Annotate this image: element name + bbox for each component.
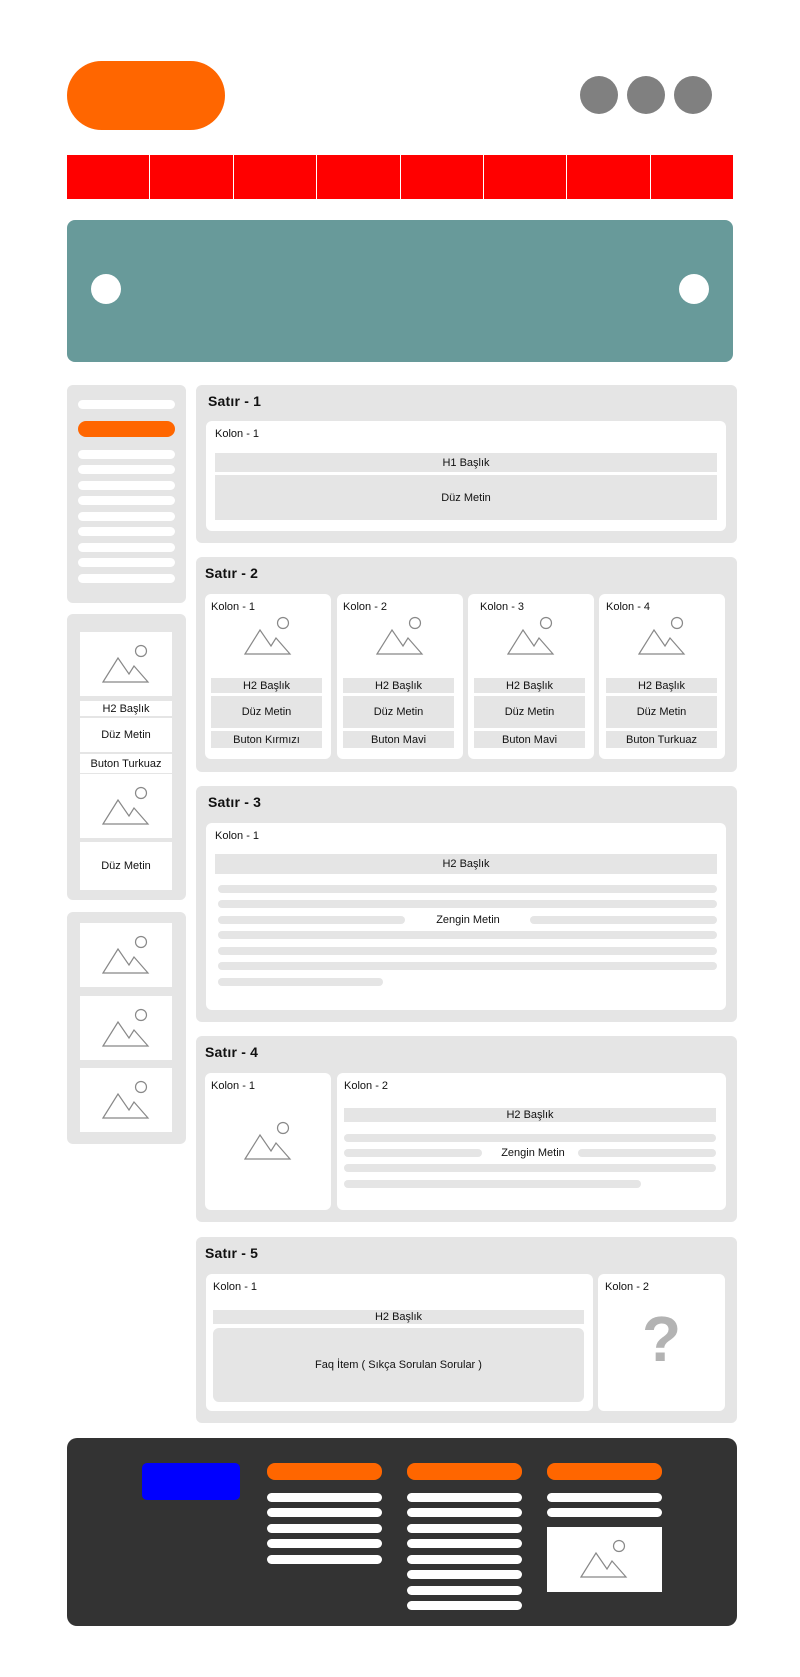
column-title: Kolon - 1 xyxy=(211,1080,256,1092)
image-icon xyxy=(101,1008,151,1048)
logo[interactable] xyxy=(67,61,225,130)
turquoise-button[interactable]: Buton Turkuaz xyxy=(606,731,717,748)
row-2 xyxy=(196,557,737,772)
h2-heading: H2 Başlık xyxy=(606,678,717,693)
header-circle-2[interactable] xyxy=(627,76,665,114)
sidebar-menu-item[interactable] xyxy=(78,512,175,521)
sidebar-menu-item[interactable] xyxy=(78,450,175,459)
footer-link[interactable] xyxy=(407,1493,522,1502)
header-circle-3[interactable] xyxy=(674,76,712,114)
sidebar-menu-item[interactable] xyxy=(78,400,175,409)
sidebar-widget-heading: H2 Başlık xyxy=(80,701,172,716)
rich-text-line xyxy=(578,1149,716,1157)
column-title: Kolon - 2 xyxy=(344,1080,389,1092)
image-icon xyxy=(637,616,687,656)
row-3 xyxy=(196,786,737,1022)
image-icon xyxy=(101,1080,151,1120)
footer-link[interactable] xyxy=(267,1493,382,1502)
row-2-title: Satır - 2 xyxy=(205,565,259,581)
column-title: Kolon - 4 xyxy=(606,601,651,613)
image-icon xyxy=(579,1539,629,1579)
image-icon xyxy=(375,616,425,656)
sidebar-widget-text: Düz Metin xyxy=(80,842,172,890)
rich-text-line xyxy=(218,962,717,970)
rich-text-line xyxy=(218,916,405,924)
h2-heading: H2 Başlık xyxy=(343,678,454,693)
rich-text-line xyxy=(344,1164,716,1172)
rich-text-line xyxy=(530,916,717,924)
sidebar-menu-item-active[interactable] xyxy=(78,421,175,437)
h2-heading: H2 Başlık xyxy=(211,678,322,693)
footer-link[interactable] xyxy=(407,1524,522,1533)
h2-heading: H2 Başlık xyxy=(213,1310,584,1324)
row-3-column-1 xyxy=(206,823,726,1010)
row-4-title: Satır - 4 xyxy=(205,1044,259,1060)
rich-text-line xyxy=(218,931,717,939)
image-icon xyxy=(101,786,151,826)
h1-heading: H1 Başlık xyxy=(215,453,717,472)
nav-item-3[interactable] xyxy=(234,155,317,199)
footer-link[interactable] xyxy=(547,1493,662,1502)
sidebar-menu-item[interactable] xyxy=(78,465,175,474)
rich-text-line xyxy=(218,978,383,986)
faq-item[interactable]: Faq İtem ( Sıkça Sorulan Sorular ) xyxy=(213,1328,584,1402)
sidebar-menu-item[interactable] xyxy=(78,543,175,552)
main-navigation xyxy=(67,155,733,199)
row-2-column-2 xyxy=(337,594,463,759)
plain-text: Düz Metin xyxy=(343,696,454,728)
plain-text: Düz Metin xyxy=(474,696,585,728)
column-title: Kolon - 1 xyxy=(213,1281,258,1293)
column-title: Kolon - 2 xyxy=(343,601,388,613)
rich-text-line xyxy=(344,1149,482,1157)
rich-text-line xyxy=(218,947,717,955)
row-5-title: Satır - 5 xyxy=(205,1245,259,1261)
nav-item-8[interactable] xyxy=(651,155,733,199)
row-5 xyxy=(196,1237,737,1423)
footer-column-1-title xyxy=(267,1463,382,1480)
row-5-column-1 xyxy=(206,1274,593,1411)
sidebar-gallery xyxy=(67,912,186,1144)
nav-item-2[interactable] xyxy=(150,155,233,199)
sidebar-menu xyxy=(67,385,186,603)
image-icon xyxy=(243,1121,293,1161)
footer-link[interactable] xyxy=(267,1524,382,1533)
nav-item-4[interactable] xyxy=(317,155,400,199)
row-4-column-1 xyxy=(205,1073,331,1210)
gallery-image-box[interactable] xyxy=(80,996,172,1060)
rich-text-line xyxy=(218,900,717,908)
sidebar-menu-item[interactable] xyxy=(78,496,175,505)
footer xyxy=(67,1438,737,1626)
column-title: Kolon - 1 xyxy=(215,830,260,842)
sidebar-widget-text: Düz Metin xyxy=(80,718,172,752)
sidebar-widget-card xyxy=(67,614,186,900)
question-mark-icon: ? xyxy=(641,1303,682,1375)
column-title: Kolon - 1 xyxy=(211,601,256,613)
sidebar-menu-item[interactable] xyxy=(78,574,175,583)
footer-link[interactable] xyxy=(407,1555,522,1564)
rich-text-line xyxy=(218,885,717,893)
footer-link[interactable] xyxy=(267,1539,382,1548)
rich-text-label: Zengin Metin xyxy=(418,911,518,929)
h2-heading: H2 Başlık xyxy=(215,854,717,874)
column-title: Kolon - 2 xyxy=(605,1281,650,1293)
footer-column-3-title xyxy=(547,1463,662,1480)
row-4 xyxy=(196,1036,737,1222)
footer-link[interactable] xyxy=(407,1601,522,1610)
row-4-column-2 xyxy=(337,1073,726,1210)
blue-button[interactable]: Buton Mavi xyxy=(474,731,585,748)
rich-text-line xyxy=(344,1134,716,1142)
rich-text-label: Zengin Metin xyxy=(487,1144,579,1162)
footer-link[interactable] xyxy=(407,1586,522,1595)
nav-item-5[interactable] xyxy=(401,155,484,199)
h2-heading: H2 Başlık xyxy=(474,678,585,693)
slider-prev-button[interactable] xyxy=(91,274,121,304)
gallery-image-box[interactable] xyxy=(80,923,172,987)
footer-link[interactable] xyxy=(547,1508,662,1517)
plain-text: Düz Metin xyxy=(211,696,322,728)
column-title: Kolon - 3 xyxy=(480,601,525,613)
red-button[interactable]: Buton Kırmızı xyxy=(211,731,322,748)
image-icon xyxy=(243,616,293,656)
row-1-title: Satır - 1 xyxy=(208,393,262,409)
image-icon xyxy=(506,616,556,656)
sidebar-menu-item[interactable] xyxy=(78,558,175,567)
h2-heading: H2 Başlık xyxy=(344,1108,716,1122)
hero-slider xyxy=(67,220,733,362)
footer-link[interactable] xyxy=(267,1508,382,1517)
row-2-column-3 xyxy=(468,594,594,759)
footer-link[interactable] xyxy=(407,1570,522,1579)
row-2-column-1 xyxy=(205,594,331,759)
rich-text-line xyxy=(344,1180,641,1188)
gallery-image-box[interactable] xyxy=(80,1068,172,1132)
plain-text: Düz Metin xyxy=(215,475,717,520)
footer-link[interactable] xyxy=(267,1555,382,1564)
footer-image-box xyxy=(547,1527,662,1592)
row-1-column-1 xyxy=(206,421,726,531)
footer-link[interactable] xyxy=(407,1539,522,1548)
image-icon xyxy=(101,935,151,975)
sidebar-menu-item[interactable] xyxy=(78,527,175,536)
sidebar-menu-item[interactable] xyxy=(78,481,175,490)
column-title: Kolon - 1 xyxy=(215,428,260,440)
image-icon xyxy=(101,644,151,684)
sidebar-widget-image-box xyxy=(80,632,172,696)
nav-item-6[interactable] xyxy=(484,155,567,199)
slider-next-button[interactable] xyxy=(679,274,709,304)
nav-item-7[interactable] xyxy=(567,155,650,199)
nav-item-1[interactable] xyxy=(67,155,150,199)
footer-logo[interactable] xyxy=(142,1463,240,1500)
sidebar-widget-image-box xyxy=(80,774,172,838)
footer-column-2-title xyxy=(407,1463,522,1480)
row-5-column-2 xyxy=(598,1274,725,1411)
blue-button[interactable]: Buton Mavi xyxy=(343,731,454,748)
header-circle-1[interactable] xyxy=(580,76,618,114)
row-3-title: Satır - 3 xyxy=(208,794,262,810)
footer-link[interactable] xyxy=(407,1508,522,1517)
sidebar-widget-button[interactable]: Buton Turkuaz xyxy=(80,754,172,773)
row-1 xyxy=(196,385,737,543)
plain-text: Düz Metin xyxy=(606,696,717,728)
row-2-column-4 xyxy=(599,594,725,759)
